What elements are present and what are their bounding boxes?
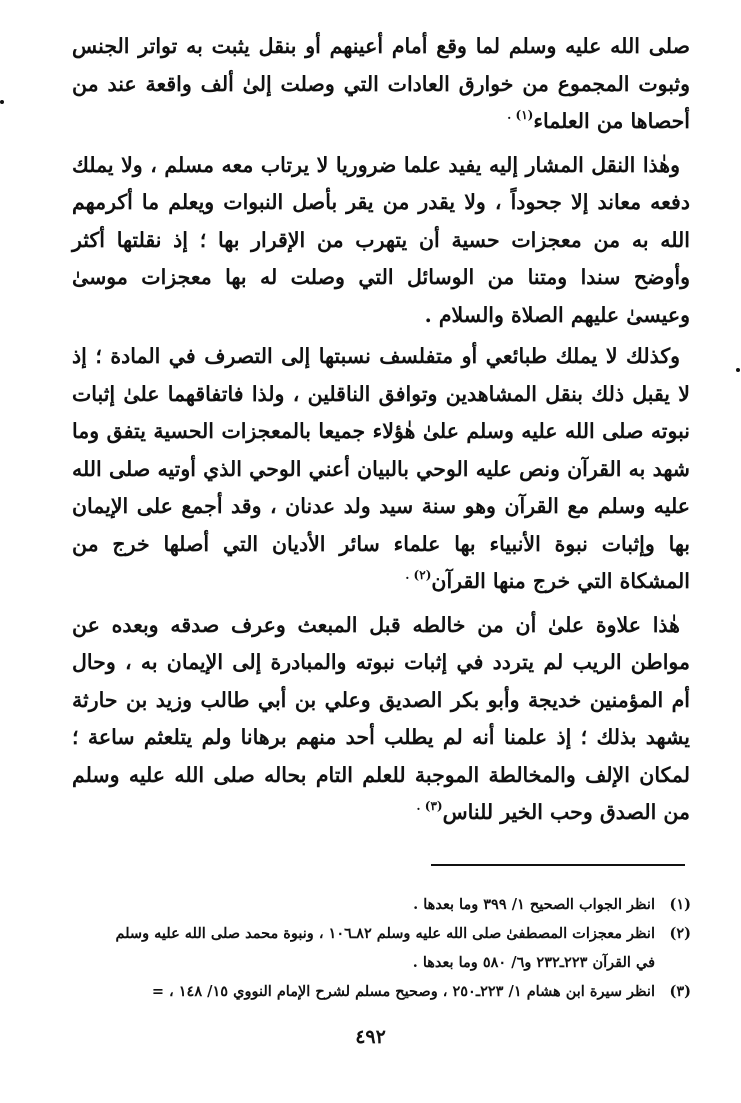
footnote-1-number: (١) <box>669 896 691 913</box>
footnote-1-text: انظر الجواب الصحيح ١/ ٣٩٩ وما بعدها . <box>413 896 655 913</box>
footnote-2-number: (٢) <box>669 925 691 942</box>
footnote-2 <box>40 919 691 948</box>
footnote-divider <box>431 864 685 866</box>
paragraph-4 <box>72 607 690 832</box>
footnote-3-number: (٣) <box>669 983 691 1000</box>
footnote-ref-2[interactable]: (٢) . <box>405 568 432 582</box>
footnote-1 <box>40 890 691 919</box>
main-text <box>72 28 690 832</box>
paragraph-3-text: وكذلك لا يملك طبائعي أو متفلسف نسبتها إلى التصرف في المادة ؛ إذ لا يقبل ذلك بنقل المشاهدين وتوافق الناقلين ، ولذا فاتفاقهما علىٰ إثبات نبوته صلى الله عليه وسلم علىٰ هٰؤلاء جميعا بالمعجزات الحسية يتفق وما شهد به القرآن ونص عليه الوحي بالبيان أعني الوحي الذي أوتيه صلى الله عليه وسلم مع القرآن وهو سنة سيد ولد عدنان ، وقد أجمع على الإيمان بها وإثبات نبوة الأنبياء بها علماء سائر الأديان التي أصلها خرج من المشكاة التي خرج منها القرآن <box>72 344 690 593</box>
paragraph-3 <box>72 338 690 601</box>
footnote-2-text: انظر معجزات المصطفىٰ صلى الله عليه وسلم ٨٢ـ١٠٦ ، ونبوة محمد صلى الله عليه وسلم <box>115 925 655 942</box>
footnote-3 <box>40 977 691 1006</box>
paragraph-2-text: وهٰذا النقل المشار إليه يفيد علما ضروريا لا يرتاب معه مسلم ، ولا يملك دفعه معاند إلا جحوداً ، ولا يقدر من يقر بأصل النبوات ويعلم ما أكرمهم الله به من معجزات حسية أن يتهرب من الإقرار بها ؛ إذ نقلتها أكثر وأوضح سندا ومتنا من الوسائل التي وصلت له بها معجزات موسىٰ وعيسىٰ عليهم الصلاة والسلام . <box>72 152 690 327</box>
page-number: ٤٩٢ <box>355 1026 386 1048</box>
paragraph-4-text: هٰذا علاوة علىٰ أن من خالطه قبل المبعث وعرف صدقه وبعده عن مواطن الريب لم يتردد في إثبات نبوته والمبادرة إلى الإيمان به ، وحال أم المؤمنين خديجة وأبو بكر الصديق وعلي بن أبي طالب وزيد بن حارثة يشهد بذلك ؛ إذ علمنا أنه لم يطلب أحد منهم برهانا ولم يتلعثم ساعة ؛ لمكان الإلف والمخالطة الموجبة للعلم التام بحاله صلى الله عليه وسلم من الصدق وحب الخير للناس <box>72 612 690 824</box>
paragraph-1 <box>72 28 690 141</box>
scan-mark-right <box>736 368 740 372</box>
footnote-2-continuation: في القرآن ٢٢٣ـ٢٣٢ و٦/ ٥٨٠ وما بعدها . <box>412 954 655 971</box>
footnotes <box>40 890 691 1006</box>
scan-mark-top <box>0 100 4 104</box>
footnote-3-text: انظر سيرة ابن هشام ١/ ٢٢٣ـ٢٥٠ ، وصحيح مسلم لشرح الإمام النووي ١٥/ ١٤٨ ، = <box>151 983 655 1000</box>
paragraph-1-text: صلى الله عليه وسلم لما وقع أمام أعينهم أو بنقل يثبت به تواتر الجنس وثبوت المجموع من خوارق العادات التي وصلت إلىٰ ألف واقعة عند من أحصاها من العلماء <box>72 34 690 133</box>
paragraph-2 <box>72 147 690 335</box>
footnote-ref-1[interactable]: (١) . <box>507 108 534 122</box>
footnote-ref-3[interactable]: (٣) . <box>416 799 443 813</box>
